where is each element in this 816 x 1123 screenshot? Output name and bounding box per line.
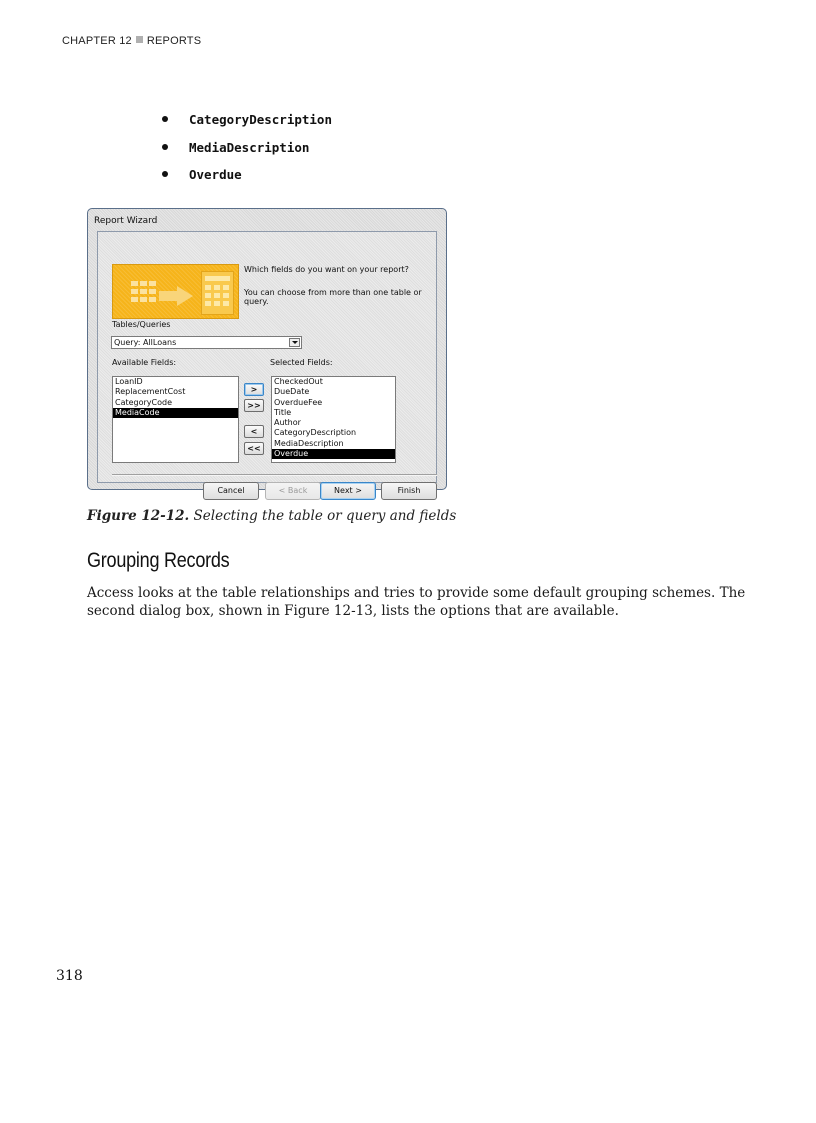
wizard-illustration-icon (112, 264, 239, 319)
bullet-dot-icon (162, 116, 168, 122)
field-bullet-list (160, 112, 332, 195)
selected-fields-list[interactable] (271, 376, 396, 463)
list-item[interactable]: CheckedOut (274, 377, 323, 386)
cancel-button[interactable]: Cancel (203, 482, 259, 500)
list-item[interactable]: Author (274, 418, 301, 428)
running-head (62, 35, 201, 47)
list-item[interactable]: DueDate (274, 387, 310, 397)
divider (112, 474, 437, 476)
back-button[interactable]: < Back (265, 482, 321, 500)
dialog-body (97, 231, 437, 495)
body-paragraph: Access looks at the table relationships and tries to provide some default grouping schemes. The second dialog box, shown in Figure 12-13, lists the options that are available. (87, 585, 746, 619)
list-item[interactable]: OverdueFee (274, 397, 323, 407)
list-item-selected[interactable]: Overdue (272, 449, 395, 459)
section-heading: Grouping Records (87, 549, 230, 572)
available-fields-list[interactable] (112, 376, 239, 463)
tables-queries-select[interactable] (111, 336, 302, 349)
chapter-label: CHAPTER 12 (62, 35, 132, 47)
list-item[interactable]: MediaDescription (274, 438, 344, 448)
page-number: 318 (56, 968, 83, 984)
bullet-item (160, 167, 332, 195)
tables-queries-value: Query: AllLoans (114, 338, 177, 347)
tables-queries-label: Tables/Queries (112, 320, 171, 329)
figure-caption (87, 508, 456, 524)
bullet-text: MediaDescription (189, 139, 310, 155)
separator-square-icon (136, 36, 143, 43)
next-button[interactable]: Next > (320, 482, 376, 500)
prompt-hint: You can choose from more than one table or query. (244, 288, 422, 306)
remove-all-fields-button[interactable]: << (244, 442, 264, 455)
list-item[interactable]: ReplacementCost (115, 387, 186, 397)
add-all-fields-button[interactable]: >> (244, 399, 264, 412)
prompt-question: Which fields do you want on your report? (244, 265, 409, 274)
list-item-selected[interactable]: MediaCode (113, 408, 238, 418)
bullet-dot-icon (162, 171, 168, 177)
list-item[interactable]: Title (274, 407, 292, 417)
dialog-title: Report Wizard (94, 216, 158, 226)
finish-button[interactable]: Finish (381, 482, 437, 500)
selected-fields-label: Selected Fields: (270, 358, 333, 367)
bullet-item (160, 112, 332, 140)
figure-label: Figure 12-12. (87, 508, 190, 524)
section-label: REPORTS (146, 35, 202, 47)
report-wizard-dialog (87, 208, 447, 495)
bullet-item (160, 140, 332, 168)
list-item[interactable]: CategoryDescription (274, 428, 357, 438)
remove-field-button[interactable]: < (244, 425, 264, 438)
chevron-down-icon[interactable] (289, 338, 300, 347)
add-field-button[interactable]: > (244, 383, 264, 396)
list-item[interactable]: LoanID (115, 377, 143, 386)
figure-caption-text: Selecting the table or query and fields (189, 508, 457, 524)
available-fields-label: Available Fields: (112, 358, 177, 367)
bullet-text: Overdue (189, 167, 242, 182)
list-item[interactable]: CategoryCode (115, 397, 173, 407)
bullet-dot-icon (162, 144, 168, 150)
bullet-text: CategoryDescription (189, 112, 332, 127)
